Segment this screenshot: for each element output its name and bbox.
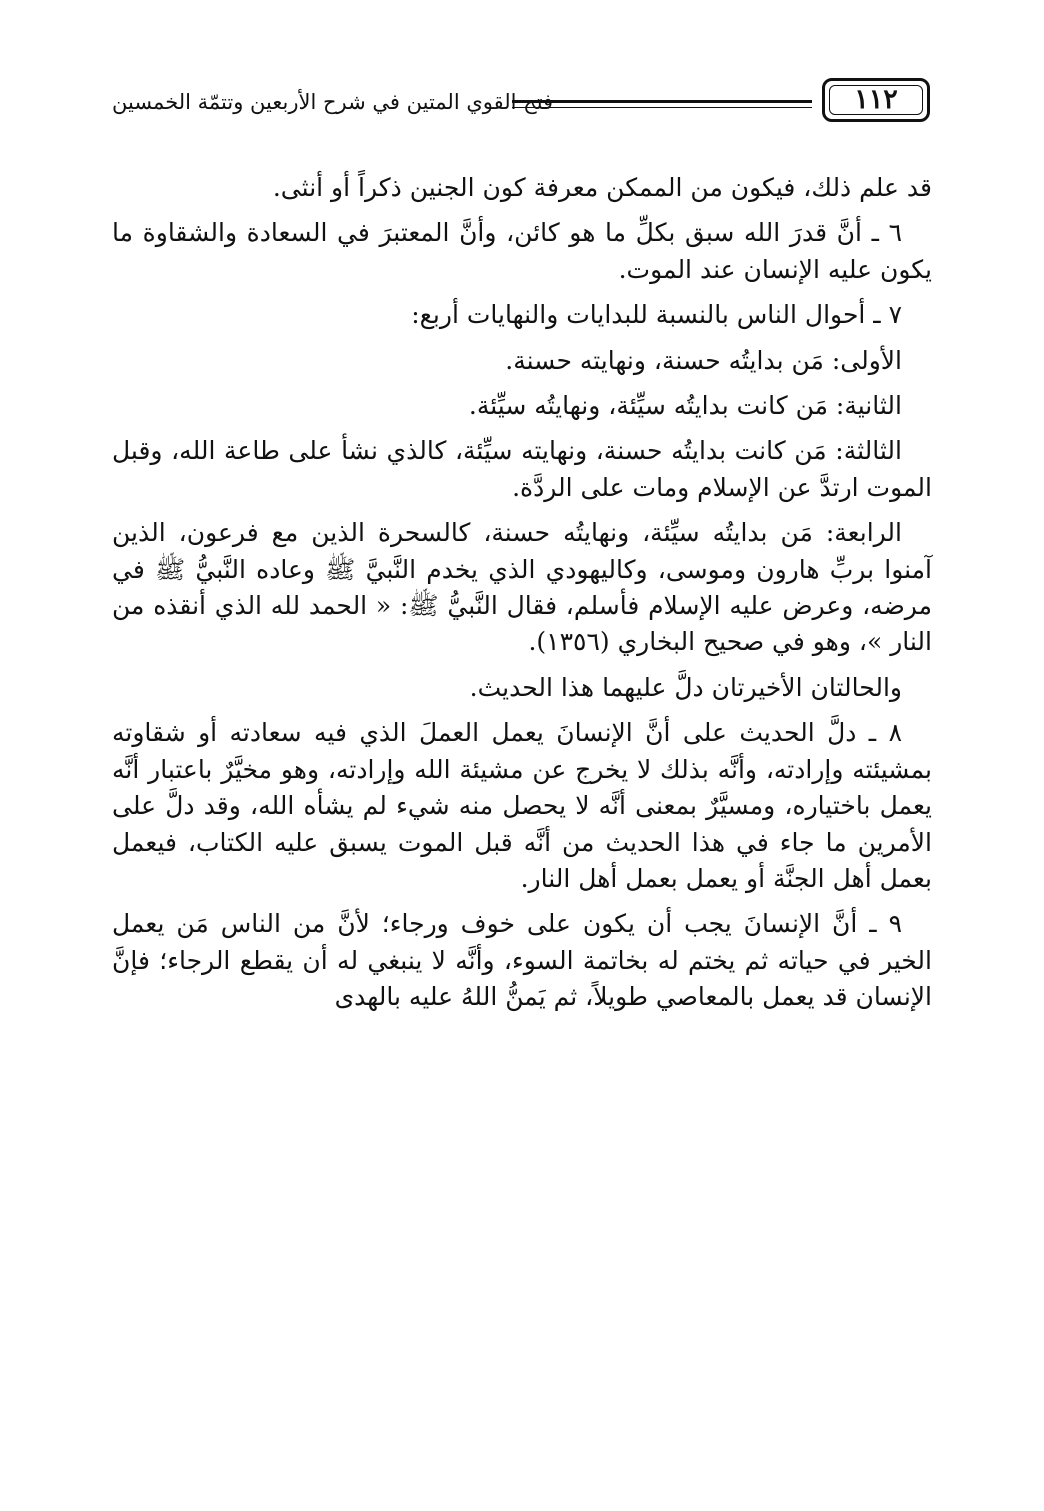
paragraph: الثانية: مَن كانت بدايتُه سيِّئة، ونهايتُه سيِّئة. [468, 391, 902, 421]
paragraph: ٦ ـ أنَّ قدرَ الله سبق بكلِّ ما هو كائن، وأنَّ المعتبرَ في السعادة والشقاوة ما يكون عليه الإنسان عند الموت. [112, 218, 932, 284]
paragraph: الأولى: مَن بدايتُه حسنة، ونهايته حسنة. [505, 345, 902, 375]
paragraph: والحالتان الأخيرتان دلَّ عليهما هذا الحديث. [469, 672, 902, 702]
page-body [112, 170, 932, 1025]
page-number: ١١٢ [854, 84, 898, 115]
paragraph: الثالثة: مَن كانت بدايتُه حسنة، ونهايته سيِّئة، كالذي نشأ على طاعة الله، وقبل الموت ارتدَّ عن الإسلام ومات على الردَّة. [112, 436, 932, 502]
book-title: فتح القوي المتين في شرح الأربعين وتتمّة الخمسين [112, 90, 554, 114]
header-rule [512, 100, 812, 103]
paragraph: قد علم ذلك، فيكون من الممكن معرفة كون الجنين ذكراً أو أنثى. [272, 173, 932, 202]
page-number-frame [822, 78, 930, 122]
paragraph: ٧ ـ أحوال الناس بالنسبة للبدايات والنهايات أربع: [411, 300, 902, 330]
paragraph: ٩ ـ أنَّ الإنسانَ يجب أن يكون على خوف ورجاء؛ لأنَّ من الناس مَن يعمل الخير في حياته ثم يختم له بخاتمة السوء، وأنَّه لا ينبغي له أن يقطع الرجاء؛ فإنَّ الإنسان قد يعمل بالمعاصي طويلاً، ثم يَمنُّ اللهُ عليه بالهدى [112, 909, 932, 1012]
paragraph: الرابعة: مَن بدايتُه سيِّئة، ونهايتُه حسنة، كالسحرة الذين مع فرعون، الذين آمنوا بربِّ هارون وموسى، وكاليهودي الذي يخدم النَّبيَّ ﷺ وعاده النَّبيُّ ﷺ في مرضه، وعرض عليه الإسلام فأسلم، فقال النَّبيُّ ﷺ: « الحمد لله الذي أنقذه من النار »، وهو في صحيح البخاري (١٣٥٦). [112, 518, 932, 657]
paragraph: ٨ ـ دلَّ الحديث على أنَّ الإنسانَ يعمل العملَ الذي فيه سعادته أو شقاوته بمشيئته وإرادته، وأنَّه بذلك لا يخرج عن مشيئة الله وإرادته، وهو مخيَّرٌ باعتبار أنَّه يعمل باختياره، ومسيَّرٌ بمعنى أنَّه لا يحصل منه شيء لم يشأه الله، وقد دلَّ على الأمرين ما جاء في هذا الحديث من أنَّه قبل الموت يسبق عليه الكتاب، فيعمل بعمل أهل الجنَّة أو يعمل بعمل أهل النار. [112, 718, 932, 893]
running-header [112, 78, 932, 128]
